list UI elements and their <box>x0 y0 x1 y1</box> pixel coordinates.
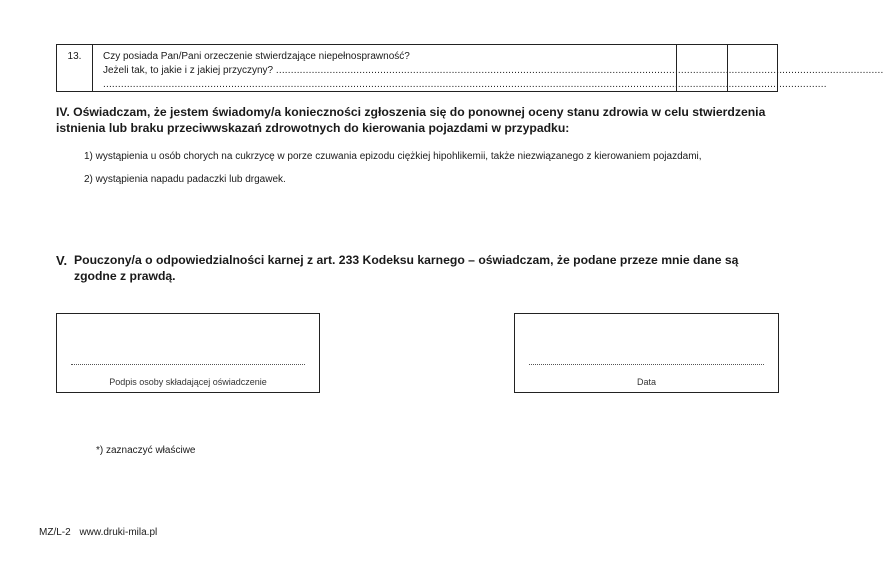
question-text <box>103 50 883 92</box>
question-line-1: Czy posiada Pan/Pani orzeczenie stwierdzające niepełnosprawność? <box>103 51 410 62</box>
date-label: Data <box>636 377 656 387</box>
section-iv-item-1: 1) wystąpienia u osób chorych na cukrzycę w porze czuwania epizodu ciężkiej hipohlikemii, także niezwiązanego z kierowaniem pojazdami, <box>84 151 702 162</box>
section-v-numeral: V. <box>56 253 68 268</box>
question-13-row <box>56 44 883 92</box>
date-dotted-line <box>529 364 764 365</box>
page-footer <box>39 527 157 538</box>
question-number: 13. <box>67 51 82 62</box>
form-code: MZ/L-2 <box>39 527 71 538</box>
column-divider <box>92 45 93 91</box>
section-v-text: Pouczony/a o odpowiedzialności karnej z art. 233 Kodeksu karnego – oświadczam, że podane przeze mnie dane są zgodne z prawdą. <box>74 253 739 283</box>
signature-label: Podpis osoby składającej oświadczenie <box>109 377 267 387</box>
signature-box[interactable] <box>56 313 320 393</box>
section-iv-heading: IV. Oświadczam, że jestem świadomy/a konieczności zgłoszenia się do ponownej oceny stanu zdrowia w celu stwierdzenia istnienia lub braku przeciwwskazań zdrowotnych do kierowania pojazdami w przypadku: <box>56 105 766 135</box>
answer-dotted-line[interactable]: ............................................................................................................................................................................................................ <box>275 65 883 76</box>
website-text: www.druki-mila.pl <box>79 527 158 538</box>
column-divider <box>727 45 728 91</box>
question-line-2 <box>103 64 883 78</box>
answer-dotted-line-2[interactable]: ................................................................................................................................................................................................................................................... <box>103 79 827 90</box>
question-line-2-prefix: Jeżeli tak, to jakie i z jakiej przyczyny? <box>103 65 274 76</box>
date-box[interactable] <box>514 313 779 393</box>
footnote: *) zaznaczyć właściwe <box>96 445 196 456</box>
signature-dotted-line <box>71 364 305 365</box>
section-iv-item-2: 2) wystąpienia napadu padaczki lub drgawek. <box>84 174 286 185</box>
column-divider <box>676 45 677 91</box>
